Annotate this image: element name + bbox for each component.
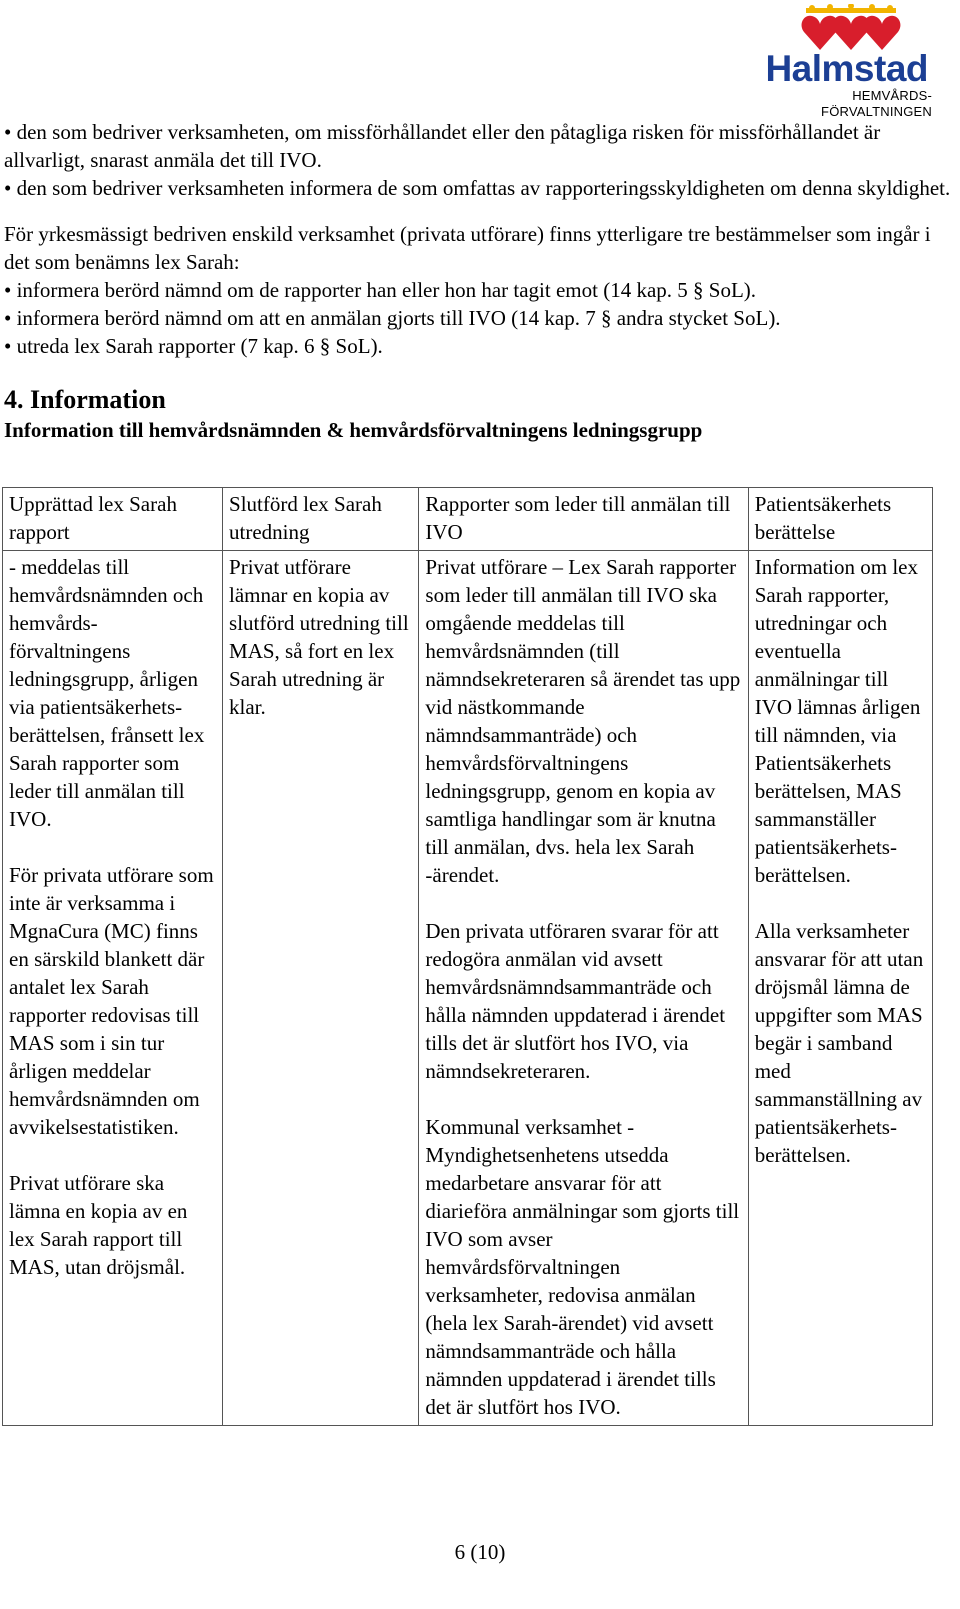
table-header-cell: Upprättad lex Sarah rapport xyxy=(3,488,223,551)
table-cell-slutford xyxy=(223,551,419,1426)
private-bullet: • informera berörd nämnd om de rapporter han eller hon har tagit emot (14 kap. 5 § SoL). xyxy=(4,278,757,302)
cell-paragraph: Privat utförare – Lex Sarah rapporter som leder till anmälan till IVO ska omgående meddelas till hemvårdsnämnden (till nämndsekreteraren så ärendet tas upp vid nästkommande nämndsammanträde) och hemvårdsförvaltningens ledningsgrupp, genom en kopia av samtliga handlingar som är knutna till anmälan, dvs. hela lex Sarah -ärendet. xyxy=(425,555,741,887)
intro-bullet: • den som bedriver verksamheten, om missförhållandet eller den påtagliga risken för missförhållandet är allvarligt, snarast anmäla det till IVO. xyxy=(4,120,881,172)
cell-paragraph: Privat utförare ska lämna en kopia av en lex Sarah rapport till MAS, utan dröjsmål. xyxy=(9,1171,188,1279)
cell-paragraph: Alla verksamheter ansvarar för att utan dröjsmål lämna de uppgifter som MAS begär i samband med sammanställning av patientsäkerhets-berättelsen. xyxy=(754,919,924,1167)
table-row xyxy=(3,551,933,1426)
cell-paragraph: Privat utförare lämnar en kopia av slutförd utredning till MAS, så fort en lex Sarah utredning är klar. xyxy=(229,555,409,719)
section-heading: 4. Information xyxy=(4,385,166,414)
section-subheading: Information till hemvårdsnämnden & hemvårdsförvaltningens ledningsgrupp xyxy=(4,418,703,442)
page-number: 6 (10) xyxy=(454,1540,506,1564)
information-table xyxy=(2,487,933,1426)
cell-paragraph: - meddelas till hemvårdsnämnden och hemvårds-förvaltningens ledningsgrupp, årligen via patientsäkerhets-berättelsen, frånsett lex Sarah rapporter som leder till anmälan till IVO. xyxy=(9,555,205,831)
table-header-cell: Rapporter som leder till anmälan till IVO xyxy=(419,488,748,551)
table-cell-ivo xyxy=(419,551,748,1426)
logo-name: Halmstad xyxy=(765,48,928,89)
table-header-cell: Patientsäkerhets berättelse xyxy=(748,488,932,551)
cell-paragraph: För privata utförare som inte är verksamma i MgnaCura (MC) finns en särskild blankett där antalet lex Sarah rapporter redovisas till MAS som i sin tur årligen meddelar hemvårdsnämnden om avvikelsestatistiken. xyxy=(9,863,214,1139)
halmstad-logo xyxy=(738,4,938,122)
table-cell-patientsakerhet xyxy=(748,551,932,1426)
cell-paragraph: Den privata utföraren svarar för att redogöra anmälan vid avsett hemvårdsnämndsammanträde och hålla nämnden uppdaterad i ärendet tills det är slutfört hos IVO, via nämndsekreteraren. xyxy=(425,919,726,1083)
crown-hearts-icon xyxy=(798,4,908,52)
private-bullet: • informera berörd nämnd om att en anmälan gjorts till IVO (14 kap. 7 § andra stycket SoL). xyxy=(4,306,781,330)
logo-subtitle-2: FÖRVALTNINGEN xyxy=(821,104,932,119)
logo-subtitle-1: HEMVÅRDS- xyxy=(852,88,932,103)
private-provider-paragraph: För yrkesmässigt bedriven enskild verksamhet (privata utförare) finns ytterligare tre bestämmelser som ingår i det som benämns lex Sarah: xyxy=(4,222,931,274)
table-cell-upprattad xyxy=(3,551,223,1426)
document-body xyxy=(4,118,954,444)
table-header-cell: Slutförd lex Sarah utredning xyxy=(223,488,419,551)
cell-paragraph: Kommunal verksamhet - Myndighetsenhetens utsedda medarbetare ansvarar för att diarieföra anmälningar som gjorts till IVO som avser hemvårdsförvaltningen verksamheter, redovisa anmälan (hela lex Sarah-ärendet) vid avsett nämndsammanträde och hålla nämnden uppdaterad i ärendet tills det är slutfört hos IVO. xyxy=(425,1115,740,1419)
private-bullet: • utreda lex Sarah rapporter (7 kap. 6 § SoL). xyxy=(4,334,383,358)
intro-bullet: • den som bedriver verksamheten informera de som omfattas av rapporteringsskyldigheten om denna skyldighet. xyxy=(4,176,951,200)
cell-paragraph: Information om lex Sarah rapporter, utredningar och eventuella anmälningar till IVO lämnas årligen till nämnden, via Patientsäkerhets berättelsen, MAS sammanställer patientsäkerhets-berättelsen. xyxy=(754,555,921,887)
table-header-row xyxy=(3,488,933,551)
